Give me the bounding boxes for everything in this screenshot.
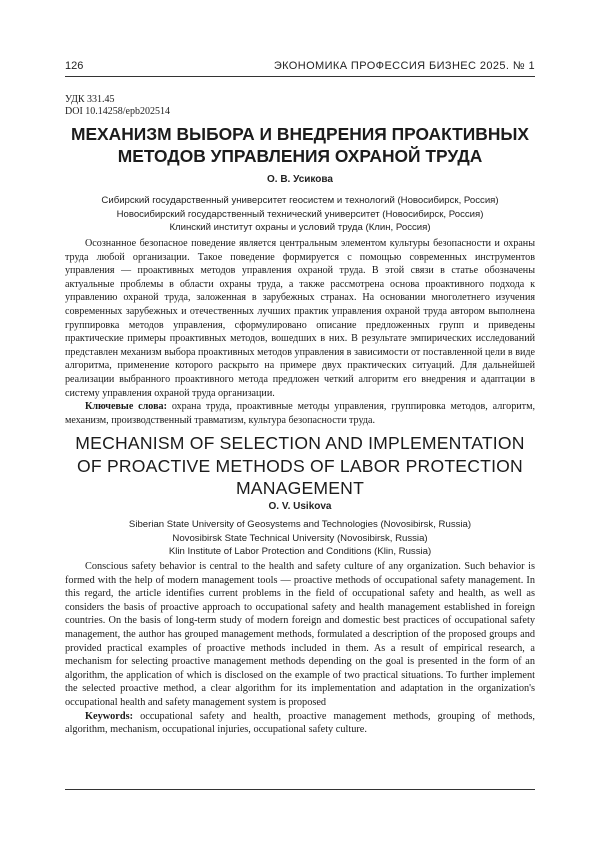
title-ru-line: МЕХАНИЗМ ВЫБОРА И ВНЕДРЕНИЯ ПРОАКТИВНЫХ [65,123,535,145]
abstract-text: Осознанное безопасное поведение является центральным элементом культуры безопасности и охраны труда любой организации. Такое поведение формируется с помощью современных инструментов управления — проактивных методов управления охраной труда. В этой связи в статье обозначены актуальные проблемы в области охраны труда, а также рассмотрена основа проактивного подхода к управлению охраной труда, заложенная в зарубежных странах. На основании многолетнего изучения современных зарубежных и отечественных лучших практик управления охраной труда автором выполнена группировка методов управления, сформулировано описание предложенных групп и приведены практические примеры проактивных методов, вошедших в них. В результате эмпирических исследований представлен механизм выбора проактивных методов управления в зависимости от поставленной цели в виде алгоритма, применение которого раскрыто на примере двух практических ситуаций. Для дальнейшей реализации выбранного проактивного метода предложен четкий алгоритм его внедрения и адаптации в систему управления охраной труда организации. [65,237,535,400]
article-title-en [65,432,535,500]
abstract-en [65,560,535,737]
header-divider [65,76,535,77]
affiliation: Siberian State University of Geosystems and Technologies (Novosibirsk, Russia) [65,518,535,532]
affiliation: Новосибирский государственный технический университет (Новосибирск, Россия) [65,208,535,222]
page-number: 126 [65,60,83,72]
abstract-ru [65,237,535,427]
doi[interactable]: DOI 10.14258/epb202514 [65,106,170,117]
running-head [65,60,535,76]
affiliation: Сибирский государственный университет геосистем и технологий (Новосибирск, Россия) [65,194,535,208]
affiliation: Klin Institute of Labor Protection and Conditions (Klin, Russia) [65,545,535,559]
keywords-ru [65,400,535,427]
affiliations-ru [65,194,535,235]
title-ru-line: МЕТОДОВ УПРАВЛЕНИЯ ОХРАНОЙ ТРУДА [65,145,535,167]
author-en: O. V. Usikova [65,501,535,512]
udk-code: УДК 331.45 [65,94,115,105]
journal-page [0,0,600,848]
keywords-label: Keywords: [85,711,133,722]
title-en-line: MECHANISM OF SELECTION AND IMPLEMENTATION [65,432,535,455]
author-ru: О. В. Усикова [65,174,535,185]
keywords-text: occupational safety and health, proactive management methods, grouping of methods, algorithm, mechanism, occupational injuries, occupational safety culture. [65,711,535,736]
title-en-line: MANAGEMENT [65,477,535,500]
abstract-text: Conscious safety behavior is central to the health and safety culture of any organization. Such behavior is formed with the help of modern management tools — proactive methods of occupational safety management. In this regard, the article identifies current problems in the field of occupational safety and health, as well as considers the basis of proactive approach to occupational safety and health management established in foreign countries. On the basis of long-term study of modern foreign and domestic best practices of occupational safety management, the author has grouped management methods, formulated a description of the proposed groups and provided practical examples of proactive methods included in them. As a result of empirical research, a mechanism for selecting proactive management methods depending on the goal is presented in the form of an algorithm, the application of which is disclosed on the example of two practical situations. To further implement the selected proactive method, a clear algorithm for its implementation and adaptation in the organization's occupational health and safety management system is proposed [65,560,535,710]
article-title-ru [65,123,535,167]
keywords-text: охрана труда, проактивные методы управления, группировка методов, алгоритм, механизм, производственный травматизм, культура безопасности труда. [65,401,535,426]
keywords-en [65,710,535,737]
keywords-label: Ключевые слова: [85,401,167,412]
footer-divider [65,789,535,790]
journal-title: ЭКОНОМИКА ПРОФЕССИЯ БИЗНЕС 2025. № 1 [274,60,535,72]
affiliations-en [65,518,535,559]
affiliation: Novosibirsk State Technical University (Novosibirsk, Russia) [65,532,535,546]
title-en-line: OF PROACTIVE METHODS OF LABOR PROTECTION [65,455,535,478]
affiliation: Клинский институт охраны и условий труда (Клин, Россия) [65,221,535,235]
